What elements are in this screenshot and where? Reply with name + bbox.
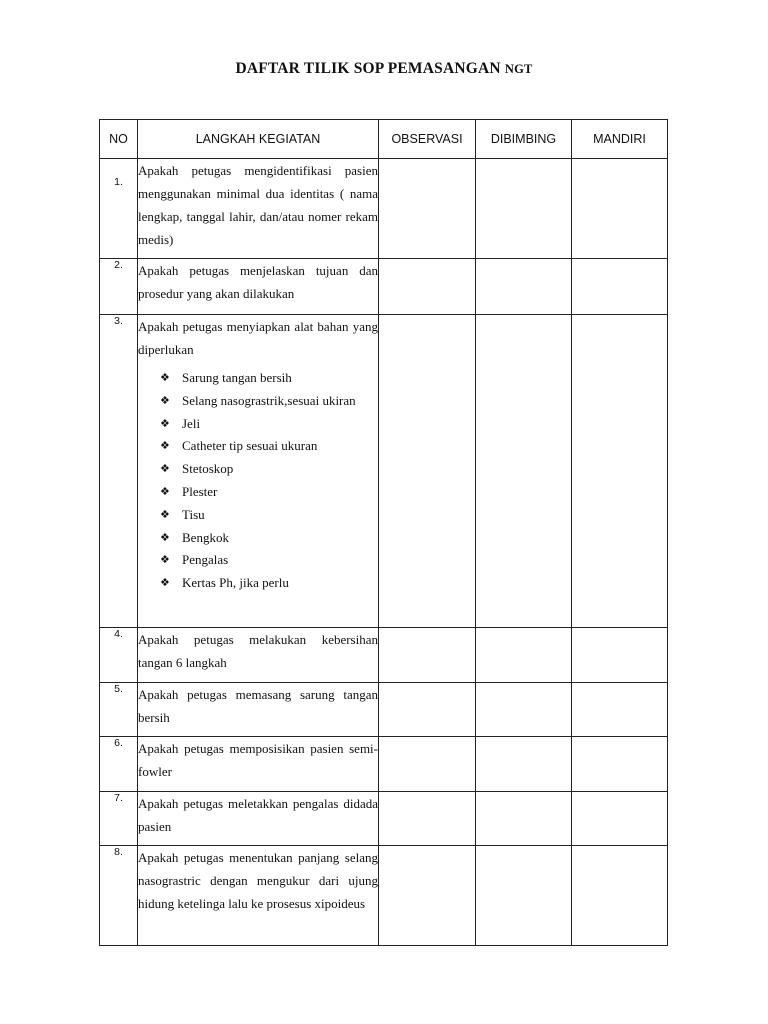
title-main: DAFTAR TILIK SOP PEMASANGAN	[235, 60, 501, 77]
dibimbing-cell[interactable]	[476, 628, 572, 683]
step-text: Apakah petugas memposisikan pasien semi-fowler	[138, 741, 378, 779]
list-item-label: Plester	[182, 483, 218, 499]
step-text: Apakah petugas mengidentifikasi pasien menggunakan minimal dua identitas ( nama lengkap, tanggal lahir, dan/atau nomer rekam medis)	[138, 163, 378, 247]
mandiri-cell[interactable]	[572, 159, 668, 259]
materials-list	[138, 367, 378, 595]
step-text: Apakah petugas meletakkan pengalas didada pasien	[138, 796, 378, 834]
step-text: Apakah petugas memasang sarung tangan bersih	[138, 687, 378, 725]
list-item	[160, 504, 378, 527]
diamond-star-bullet-icon: ❖	[160, 576, 170, 590]
row-step	[138, 846, 379, 946]
observasi-cell[interactable]	[379, 315, 476, 628]
mandiri-cell[interactable]	[572, 259, 668, 315]
table-row	[100, 628, 668, 683]
checklist-table	[99, 119, 668, 946]
observasi-cell[interactable]	[379, 846, 476, 946]
observasi-cell[interactable]	[379, 259, 476, 315]
list-item	[160, 413, 378, 436]
dibimbing-cell[interactable]	[476, 259, 572, 315]
page-title	[0, 60, 768, 78]
dibimbing-cell[interactable]	[476, 159, 572, 259]
header-dibimbing: DIBIMBING	[476, 120, 572, 159]
dibimbing-cell[interactable]	[476, 683, 572, 737]
row-step	[138, 737, 379, 792]
mandiri-cell[interactable]	[572, 846, 668, 946]
observasi-cell[interactable]	[379, 628, 476, 683]
row-number: 6.	[100, 737, 138, 792]
list-item-label: Stetoskop	[182, 461, 234, 477]
list-item	[160, 435, 378, 458]
diamond-star-bullet-icon: ❖	[160, 507, 170, 521]
step-text: Apakah petugas menentukan panjang selang nasograstric dengan mengukur dari ujung hidung ketelinga lalu ke prosesus xipoideus	[138, 850, 378, 911]
mandiri-cell[interactable]	[572, 683, 668, 737]
row-number: 7.	[100, 792, 138, 846]
list-item	[160, 390, 378, 413]
table-row	[100, 159, 668, 259]
observasi-cell[interactable]	[379, 737, 476, 792]
table-row	[100, 737, 668, 792]
step-text: Apakah petugas menjelaskan tujuan dan prosedur yang akan dilakukan	[138, 263, 378, 301]
dibimbing-cell[interactable]	[476, 846, 572, 946]
list-item	[160, 527, 378, 550]
table-row	[100, 259, 668, 315]
header-mandiri: MANDIRI	[572, 120, 668, 159]
row-step	[138, 259, 379, 315]
list-item-label: Catheter tip sesuai ukuran	[182, 438, 318, 454]
table-row	[100, 846, 668, 946]
list-item-label: Kertas Ph, jika perlu	[182, 575, 289, 591]
row-number: 2.	[100, 259, 138, 315]
row-step	[138, 159, 379, 259]
row-number: 5.	[100, 683, 138, 737]
observasi-cell[interactable]	[379, 159, 476, 259]
list-item-label: Selang nasograstrik,sesuai ukiran	[182, 392, 356, 408]
step-text: Apakah petugas melakukan kebersihan tangan 6 langkah	[138, 632, 378, 670]
list-item-label: Bengkok	[182, 529, 229, 545]
diamond-star-bullet-icon: ❖	[160, 416, 170, 430]
dibimbing-cell[interactable]	[476, 315, 572, 628]
list-item-label: Tisu	[182, 506, 205, 522]
list-item	[160, 549, 378, 572]
list-item-label: Sarung tangan bersih	[182, 370, 292, 385]
row-step	[138, 315, 379, 628]
table-row	[100, 683, 668, 737]
title-suffix: NGT	[504, 62, 533, 76]
row-number: 8.	[100, 846, 138, 946]
diamond-star-bullet-icon: ❖	[160, 484, 170, 498]
row-step	[138, 792, 379, 846]
row-number: 4.	[100, 628, 138, 683]
list-item-label: Pengalas	[182, 552, 229, 568]
step-text: Apakah petugas menyiapkan alat bahan yang diperlukan	[138, 319, 378, 357]
mandiri-cell[interactable]	[572, 737, 668, 792]
header-no: NO	[100, 120, 138, 159]
row-step	[138, 683, 379, 737]
dibimbing-cell[interactable]	[476, 737, 572, 792]
observasi-cell[interactable]	[379, 683, 476, 737]
diamond-star-bullet-icon: ❖	[160, 393, 170, 407]
header-step: LANGKAH KEGIATAN	[138, 120, 379, 159]
list-item	[160, 458, 378, 481]
row-number: 1.	[100, 159, 138, 259]
list-item-label: Jeli	[182, 415, 201, 431]
mandiri-cell[interactable]	[572, 628, 668, 683]
row-number: 3.	[100, 315, 138, 628]
diamond-star-bullet-icon: ❖	[160, 371, 170, 384]
observasi-cell[interactable]	[379, 792, 476, 846]
header-observasi: OBSERVASI	[379, 120, 476, 159]
table-row	[100, 792, 668, 846]
diamond-star-bullet-icon: ❖	[160, 439, 170, 453]
diamond-star-bullet-icon: ❖	[160, 553, 170, 567]
diamond-star-bullet-icon: ❖	[160, 530, 170, 544]
table-header-row	[100, 120, 668, 159]
mandiri-cell[interactable]	[572, 315, 668, 628]
list-item	[160, 367, 378, 390]
dibimbing-cell[interactable]	[476, 792, 572, 846]
diamond-star-bullet-icon: ❖	[160, 462, 170, 476]
mandiri-cell[interactable]	[572, 792, 668, 846]
row-step	[138, 628, 379, 683]
list-item	[160, 481, 378, 504]
table-row	[100, 315, 668, 628]
list-item	[160, 572, 378, 595]
